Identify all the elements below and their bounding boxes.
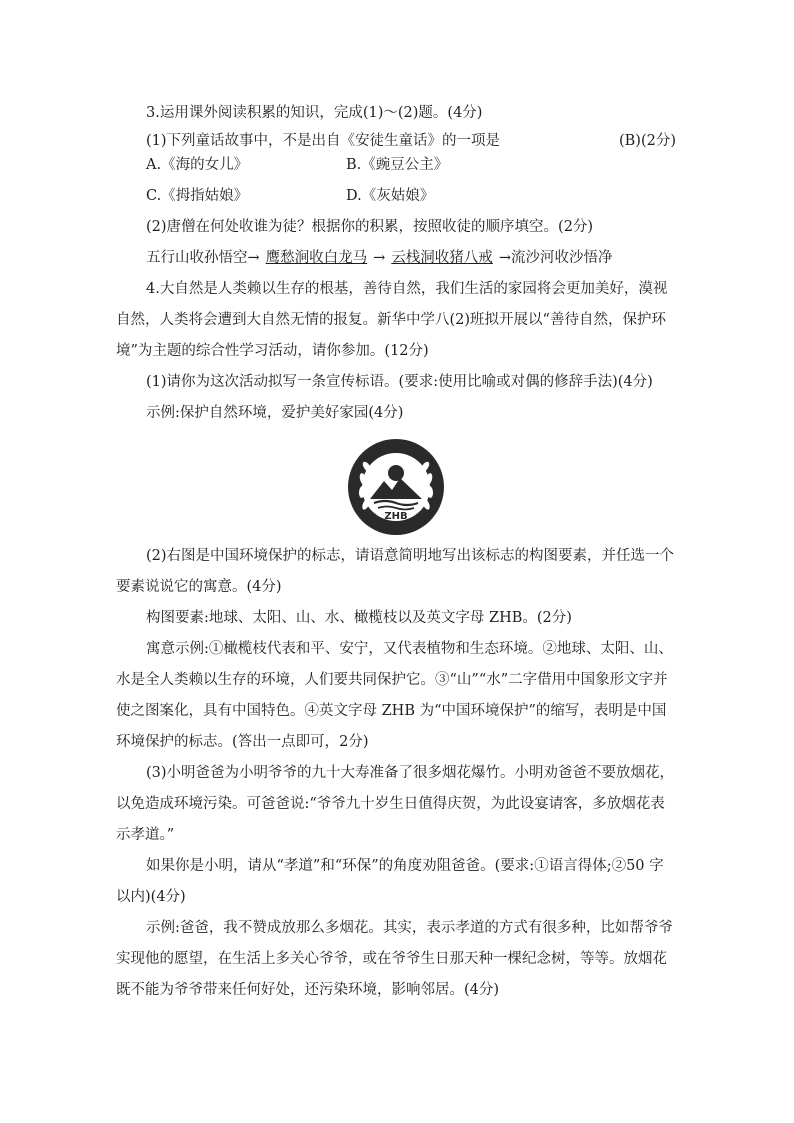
q3-sub2-stem: (2)唐僧在何处收谁为徒？根据你的积累，按照收徒的顺序填空。(2分) (146, 219, 594, 235)
option-c: C.《拇指姑娘》 (146, 188, 249, 204)
fill-end: →流沙河收沙悟净 (498, 250, 613, 266)
q4-sub2-stem: (2)右图是中国环境保护的标志，请语意简明地写出该标志的构图要素，并任选一个要素说说它的寓意。(4分) (116, 548, 675, 595)
q3-sub1-answer: (B)(2分) (618, 133, 676, 149)
option-d: D.《灰姑娘》 (346, 188, 435, 204)
environment-logo (116, 429, 676, 541)
fill-start: 五行山收孙悟空→ (146, 250, 260, 266)
option-a: A.《海的女儿》 (146, 157, 249, 173)
q4-intro: 4.大自然是人类赖以生存的根基，善待自然，我们生活的家园将会更加美好，漠视自然，人类将会遭到大自然无情的报复。新华中学八(2)班拟开展以“善待自然，保护环境”为主题的综合性学习活动，请你参加。(12分) (116, 281, 668, 359)
q3-options-row-1 (116, 150, 676, 181)
option-b: B.《豌豆公主》 (346, 157, 449, 173)
q3-sub1-stem: (1)下列童话故事中，不是出自《安徒生童话》的一项是 (146, 133, 501, 149)
q3-title: 3.运用课外阅读积累的知识，完成(1)～(2)题。(4分) (146, 105, 483, 121)
q3-sub1-line (116, 129, 676, 150)
q4-sub3-task: 如果你是小明，请从“孝道”和“环保”的角度劝阻爸爸。(要求:①语言得体;②50 字以内)(4分) (116, 858, 664, 905)
zhb-logo-icon (346, 437, 446, 537)
q4-sub3-example: 示例:爸爸，我不赞成放那么多烟花。其实，表示孝道的方式有很多种，比如帮爷爷实现他的愿望，在生活上多关心爷爷，或在爷爷生日那天种一棵纪念树，等等。放烟花既不能为爷爷带来任何好处，还污染环境，影响邻居。(4分) (116, 920, 673, 998)
q4-sub1-stem: (1)请你为这次活动拟写一条宣传标语。(要求:使用比喻或对偶的修辞手法)(4分) (146, 374, 653, 390)
q3-fill-line (116, 243, 676, 274)
q4-sub1-example: 示例:保护自然环境，爱护美好家园(4分) (146, 405, 404, 421)
q4-sub2-elements: 构图要素:地球、太阳、山、水、橄榄枝以及英文字母 ZHB。(2分) (146, 610, 572, 626)
fill-blank-2: 云栈洞收猪八戒 (391, 250, 493, 266)
fill-blank-1: 鹰愁涧收白龙马 (265, 250, 368, 266)
q4-sub3-stem: (3)小明爸爸为小明爷爷的九十大寿准备了很多烟花爆竹。小明劝爸爸不要放烟花，以免造成环境污染。可爸爸说:“爷爷九十岁生日值得庆贺，为此设宴请客，多放烟花表示孝道。” (116, 765, 675, 843)
q4-sub2-meaning: 寓意示例:①橄榄枝代表和平、安宁，又代表植物和生态环境。②地球、太阳、山、水是全人类赖以生存的环境，人们要共同保护它。③“山”“水”二字借用中国象形文字并使之图案化，具有中国特色。④英文字母 ZHB 为“中国环境保护”的缩写，表明是中国环境保护的标志。(答出一点即可，2分) (116, 641, 673, 750)
exam-content (116, 98, 676, 1006)
fill-arrow: → (373, 250, 386, 266)
q3-options-row-2 (116, 181, 676, 212)
logo-letters: ZHB (384, 511, 408, 522)
